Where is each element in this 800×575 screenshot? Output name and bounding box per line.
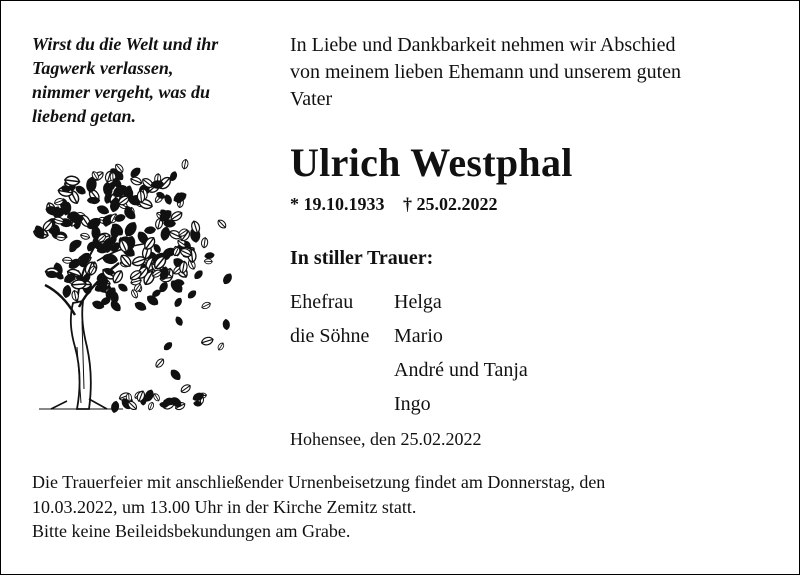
footer-line: Die Trauerfeier mit anschließender Urnenbeisetzung findet am Donnerstag, den bbox=[32, 472, 606, 492]
relative-name: Helga bbox=[394, 290, 442, 313]
quote-line: nimmer vergeht, was du bbox=[32, 82, 211, 102]
deceased-name: Ulrich Westphal bbox=[290, 140, 573, 185]
death-date: † 25.02.2022 bbox=[403, 194, 498, 214]
relatives-list bbox=[290, 285, 528, 421]
footer-line: Bitte keine Beileidsbekundungen am Grabe. bbox=[32, 521, 351, 541]
relative-role: die Söhne bbox=[290, 324, 370, 347]
footer-line: 10.03.2022, um 13.00 Uhr in der Kirche Zemitz statt. bbox=[32, 496, 417, 517]
relative-row bbox=[290, 285, 528, 319]
memorial-quote bbox=[32, 32, 262, 128]
relative-name: André und Tanja bbox=[394, 358, 528, 381]
relative-name: Mario bbox=[394, 324, 443, 347]
intro-text bbox=[290, 32, 780, 113]
intro-line: von meinem lieben Ehemann und unserem guten bbox=[290, 61, 682, 83]
tree-foliage bbox=[33, 162, 201, 312]
relative-row bbox=[290, 387, 528, 421]
mourning-heading: In stiller Trauer: bbox=[290, 247, 434, 269]
relative-role: Ehefrau bbox=[290, 290, 354, 313]
quote-line: liebend getan. bbox=[32, 106, 136, 126]
quote-line: Tagwerk verlassen, bbox=[32, 58, 174, 78]
relative-name: Ingo bbox=[394, 392, 431, 415]
funeral-details bbox=[32, 470, 772, 544]
life-dates bbox=[290, 194, 498, 215]
relative-row bbox=[290, 319, 528, 353]
relative-row bbox=[290, 353, 528, 387]
place-and-date: Hohensee, den 25.02.2022 bbox=[290, 429, 482, 449]
intro-line: Vater bbox=[290, 88, 333, 110]
birth-date: * 19.10.1933 bbox=[290, 194, 385, 214]
quote-line: Wirst du die Welt und ihr bbox=[32, 34, 219, 54]
intro-line: In Liebe und Dankbarkeit nehmen wir Abschied bbox=[290, 34, 676, 56]
windblown-tree-icon bbox=[27, 151, 239, 413]
